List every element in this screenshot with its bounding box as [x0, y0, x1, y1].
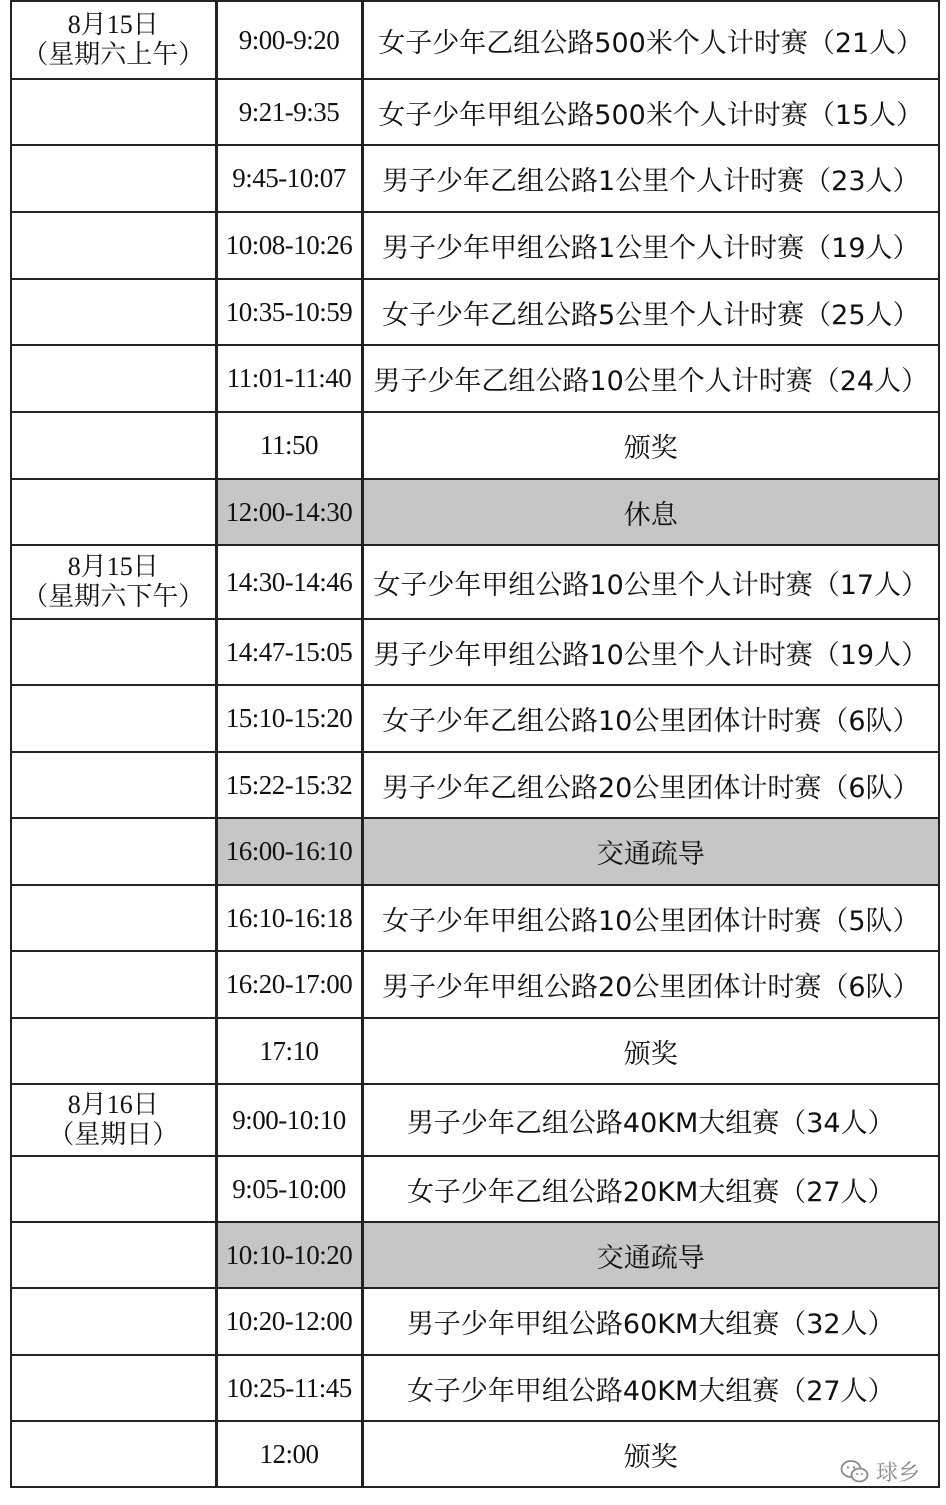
schedule-row	[11, 1156, 939, 1222]
schedule-row	[11, 145, 939, 212]
date-cell	[11, 752, 216, 818]
date-cell	[11, 1222, 216, 1288]
time-cell: 10:20-12:00	[216, 1288, 362, 1355]
schedule-row	[11, 1288, 939, 1355]
event-cell: 男子少年甲组公路60KM大组赛（32人）	[362, 1288, 939, 1355]
date-cell	[11, 145, 216, 212]
event-cell: 休息	[362, 479, 939, 545]
date-cell	[11, 412, 216, 479]
date-cell	[11, 1421, 216, 1487]
event-cell: 男子少年甲组公路1公里个人计时赛（19人）	[362, 212, 939, 279]
event-cell: 男子少年乙组公路40KM大组赛（34人）	[362, 1084, 939, 1156]
date-cell	[11, 212, 216, 279]
time-cell: 17:10	[216, 1018, 362, 1084]
date-label: 8月15日	[67, 10, 159, 39]
event-cell: 交通疏导	[362, 1222, 939, 1288]
time-cell: 9:45-10:07	[216, 145, 362, 212]
date-label: 8月15日	[67, 552, 159, 581]
schedule-row	[11, 818, 939, 885]
date-label: 8月16日	[67, 1090, 159, 1119]
schedule-row	[11, 279, 939, 345]
date-cell	[11, 818, 216, 885]
event-cell: 女子少年甲组公路10公里团体计时赛（5队）	[362, 885, 939, 951]
time-cell: 11:50	[216, 412, 362, 479]
schedule-row	[11, 345, 939, 412]
schedule-row	[11, 752, 939, 818]
schedule-row	[11, 79, 939, 145]
time-cell: 16:00-16:10	[216, 818, 362, 885]
day-period-label: （星期六下午）	[22, 582, 205, 611]
schedule-row	[11, 1222, 939, 1288]
time-cell: 10:08-10:26	[216, 212, 362, 279]
date-cell	[11, 951, 216, 1018]
date-cell	[11, 1355, 216, 1421]
time-cell: 11:01-11:40	[216, 345, 362, 412]
time-cell: 10:25-11:45	[216, 1355, 362, 1421]
event-cell: 女子少年甲组公路500米个人计时赛（15人）	[362, 79, 939, 145]
date-cell	[11, 345, 216, 412]
time-cell: 15:10-15:20	[216, 685, 362, 752]
event-cell: 男子少年乙组公路1公里个人计时赛（23人）	[362, 145, 939, 212]
time-cell: 10:10-10:20	[216, 1222, 362, 1288]
schedule-row	[11, 212, 939, 279]
date-cell	[11, 1084, 216, 1156]
event-cell: 颁奖	[362, 1018, 939, 1084]
watermark	[840, 1456, 920, 1487]
date-cell	[11, 545, 216, 619]
date-cell	[11, 479, 216, 545]
schedule-row	[11, 1018, 939, 1084]
date-cell	[11, 619, 216, 685]
time-cell: 12:00-14:30	[216, 479, 362, 545]
date-cell	[11, 1, 216, 79]
schedule-row	[11, 1084, 939, 1156]
event-cell: 女子少年乙组公路5公里个人计时赛（25人）	[362, 279, 939, 345]
schedule-row	[11, 1, 939, 79]
time-cell: 16:10-16:18	[216, 885, 362, 951]
day-period-label: （星期六上午）	[22, 40, 205, 69]
schedule-row	[11, 619, 939, 685]
date-cell	[11, 1156, 216, 1222]
event-cell: 男子少年乙组公路20公里团体计时赛（6队）	[362, 752, 939, 818]
schedule-row	[11, 545, 939, 619]
event-cell: 男子少年甲组公路20公里团体计时赛（6队）	[362, 951, 939, 1018]
time-cell: 14:47-15:05	[216, 619, 362, 685]
schedule-row	[11, 479, 939, 545]
event-cell: 女子少年乙组公路20KM大组赛（27人）	[362, 1156, 939, 1222]
date-cell	[11, 685, 216, 752]
event-cell: 女子少年乙组公路10公里团体计时赛（6队）	[362, 685, 939, 752]
event-cell: 女子少年甲组公路40KM大组赛（27人）	[362, 1355, 939, 1421]
schedule-row	[11, 412, 939, 479]
date-cell	[11, 279, 216, 345]
time-cell: 12:00	[216, 1421, 362, 1487]
date-cell	[11, 885, 216, 951]
event-cell: 颁奖	[362, 1421, 939, 1487]
schedule-row	[11, 951, 939, 1018]
date-cell	[11, 1288, 216, 1355]
event-cell: 交通疏导	[362, 818, 939, 885]
time-cell: 15:22-15:32	[216, 752, 362, 818]
time-cell: 14:30-14:46	[216, 545, 362, 619]
schedule-row	[11, 1421, 939, 1487]
event-cell: 颁奖	[362, 412, 939, 479]
schedule-row	[11, 885, 939, 951]
schedule-row	[11, 685, 939, 752]
event-cell: 男子少年乙组公路10公里个人计时赛（24人）	[362, 345, 939, 412]
wechat-icon	[840, 1459, 870, 1485]
time-cell: 9:00-10:10	[216, 1084, 362, 1156]
date-cell	[11, 79, 216, 145]
time-cell: 9:21-9:35	[216, 79, 362, 145]
time-cell: 16:20-17:00	[216, 951, 362, 1018]
event-cell: 男子少年甲组公路10公里个人计时赛（19人）	[362, 619, 939, 685]
schedule-row	[11, 1355, 939, 1421]
day-period-label: （星期日）	[48, 1120, 179, 1149]
watermark-text: 球乡	[875, 1461, 920, 1486]
time-cell: 9:00-9:20	[216, 1, 362, 79]
schedule-table	[10, 0, 940, 1488]
date-cell	[11, 1018, 216, 1084]
schedule-body	[11, 1, 939, 1487]
time-cell: 10:35-10:59	[216, 279, 362, 345]
event-cell: 女子少年甲组公路10公里个人计时赛（17人）	[362, 545, 939, 619]
time-cell: 9:05-10:00	[216, 1156, 362, 1222]
event-cell: 女子少年乙组公路500米个人计时赛（21人）	[362, 1, 939, 79]
